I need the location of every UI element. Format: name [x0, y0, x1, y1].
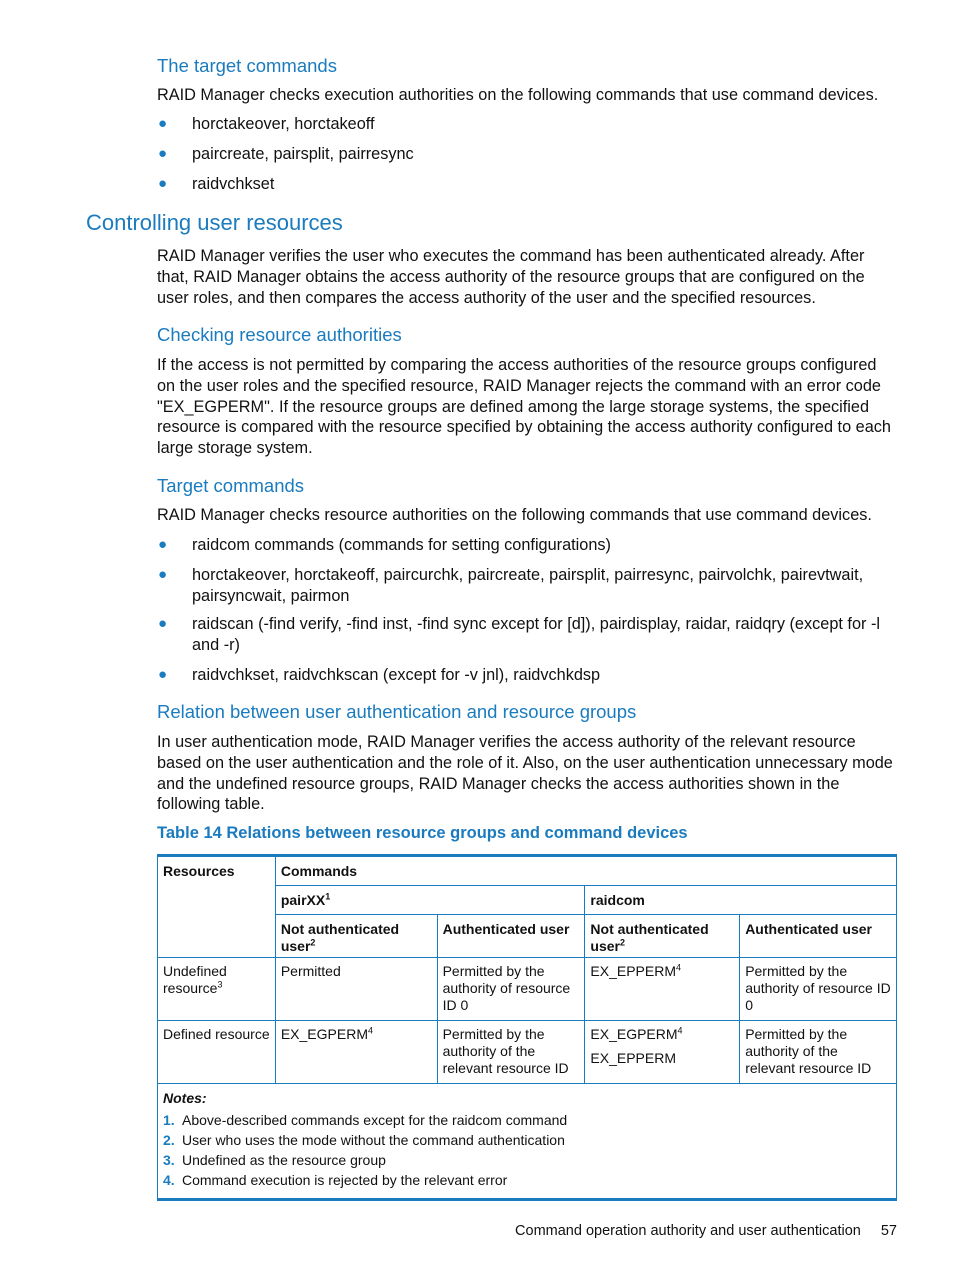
section-heading-target-commands: The target commands: [157, 55, 337, 76]
section-heading-controlling-user-resources: Controlling user resources: [86, 210, 343, 235]
target-commands-list: [157, 114, 899, 194]
header-resources: Resources: [158, 856, 276, 958]
note-item: 4. Command execution is rejected by the relevant error: [163, 1172, 508, 1188]
table-row: [158, 1021, 897, 1084]
table-header-row: [158, 856, 897, 886]
resource-groups-table: [157, 854, 897, 1201]
page-footer: [515, 1223, 897, 1239]
list-item: ● horctakeover, horctakeoff, paircurchk, paircreate, pairsplit, pairresync, pairvolchk, pairevtwait, pairsyncwait, pairmon: [158, 565, 864, 605]
table-notes: [158, 1084, 897, 1200]
footer-title: Command operation authority and user authentication: [515, 1223, 861, 1239]
header-pairxx-not-authenticated: Not authenticated user$^2$: [275, 915, 437, 958]
note-item: 3. Undefined as the resource group: [163, 1152, 386, 1168]
relation-body: In user authentication mode, RAID Manager verifies the access authority of the relevant resource based on the user authentication and the role of it. Also, on the user authentication unnecessary mode and the undefined resource groups, RAID Manager checks the access authorities shown in the following table.: [157, 733, 893, 814]
cell-resource: Undefined resource$^3$: [158, 958, 276, 1021]
cell-raidcom-not-authenticated: EX_EPPERM$^4$: [585, 958, 740, 1021]
header-raidcom-not-authenticated: Not authenticated user$^2$: [585, 915, 740, 958]
notes-title: Notes:: [163, 1090, 207, 1106]
table-caption: Table 14 Relations between resource groups and command devices: [157, 824, 688, 842]
header-raidcom: raidcom: [585, 886, 897, 915]
header-raidcom-authenticated: Authenticated user: [740, 915, 897, 958]
target-commands-2-list: [157, 535, 899, 686]
cell-pairxx-not-authenticated: Permitted: [275, 958, 437, 1021]
header-commands: Commands: [275, 856, 896, 886]
section-heading-relation: Relation between user authentication and resource groups: [157, 701, 637, 722]
list-item: ● raidvchkset, raidvchkscan (except for -v jnl), raidvchkdsp: [158, 665, 601, 684]
bullet-icon: ●: [158, 174, 168, 192]
table-row: [158, 958, 897, 1021]
note-item: 1. Above-described commands except for the raidcom command: [163, 1112, 568, 1128]
cell-raidcom-not-authenticated: EX_EGPERM$^4$ EX_EPPERM: [585, 1021, 740, 1084]
checking-body: If the access is not permitted by comparing the access authorities of the resource groups configured on the user roles and the specified resource, RAID Manager rejects the command with an error code "EX_EGPERM". If the resource groups are defined among the large storage systems, the specified resource is compared with the resource specified by obtaining the access authority configured to each large storage system.: [157, 356, 891, 458]
cell-resource: Defined resource: [158, 1021, 276, 1084]
target-commands-2-intro: RAID Manager checks resource authorities on the following commands that use command devices.: [157, 506, 872, 524]
target-commands-intro: RAID Manager checks execution authorities on the following commands that use command devices.: [157, 86, 879, 104]
section-heading-target-commands-2: Target commands: [157, 475, 305, 496]
list-item: ● raidscan (-find verify, -find inst, -find sync except for [d]), pairdisplay, raidar, raidqry (except for -l and -r): [158, 615, 880, 655]
header-pairxx: pairXX$^1$: [275, 886, 585, 915]
cell-pairxx-authenticated: Permitted by the authority of resource ID 0: [437, 958, 585, 1021]
list-item: ● raidcom commands (commands for setting configurations): [158, 536, 611, 554]
bullet-icon: ●: [158, 615, 168, 633]
bullet-icon: ●: [158, 665, 168, 683]
list-item: ● paircreate, pairsplit, pairresync: [158, 144, 414, 163]
list-item: ● horctakeover, horctakeoff: [158, 115, 375, 133]
cell-pairxx-not-authenticated: EX_EGPERM$^4$: [275, 1021, 437, 1084]
bullet-icon: ●: [158, 565, 168, 583]
header-pairxx-authenticated: Authenticated user: [437, 915, 585, 958]
list-item: ● raidvchkset: [158, 174, 275, 193]
cell-pairxx-authenticated: Permitted by the authority of the relevant resource ID: [437, 1021, 585, 1084]
bullet-icon: ●: [158, 144, 168, 162]
cell-raidcom-authenticated: Permitted by the authority of the relevant resource ID: [740, 1021, 897, 1084]
table-notes-row: [158, 1084, 897, 1200]
section-heading-checking-resource-authorities: Checking resource authorities: [157, 324, 402, 345]
note-item: 2. User who uses the mode without the command authentication: [163, 1132, 565, 1148]
bullet-icon: ●: [158, 536, 168, 553]
bullet-icon: ●: [158, 115, 168, 132]
controlling-body: RAID Manager verifies the user who executes the command has been authenticated already. After that, RAID Manager obtains the access authority of the resource groups that are configured on the user roles, and then compares the access authority of the user and the specified resources.: [157, 247, 865, 307]
cell-raidcom-authenticated: Permitted by the authority of resource ID 0: [740, 958, 897, 1021]
page-number: 57: [880, 1223, 897, 1239]
